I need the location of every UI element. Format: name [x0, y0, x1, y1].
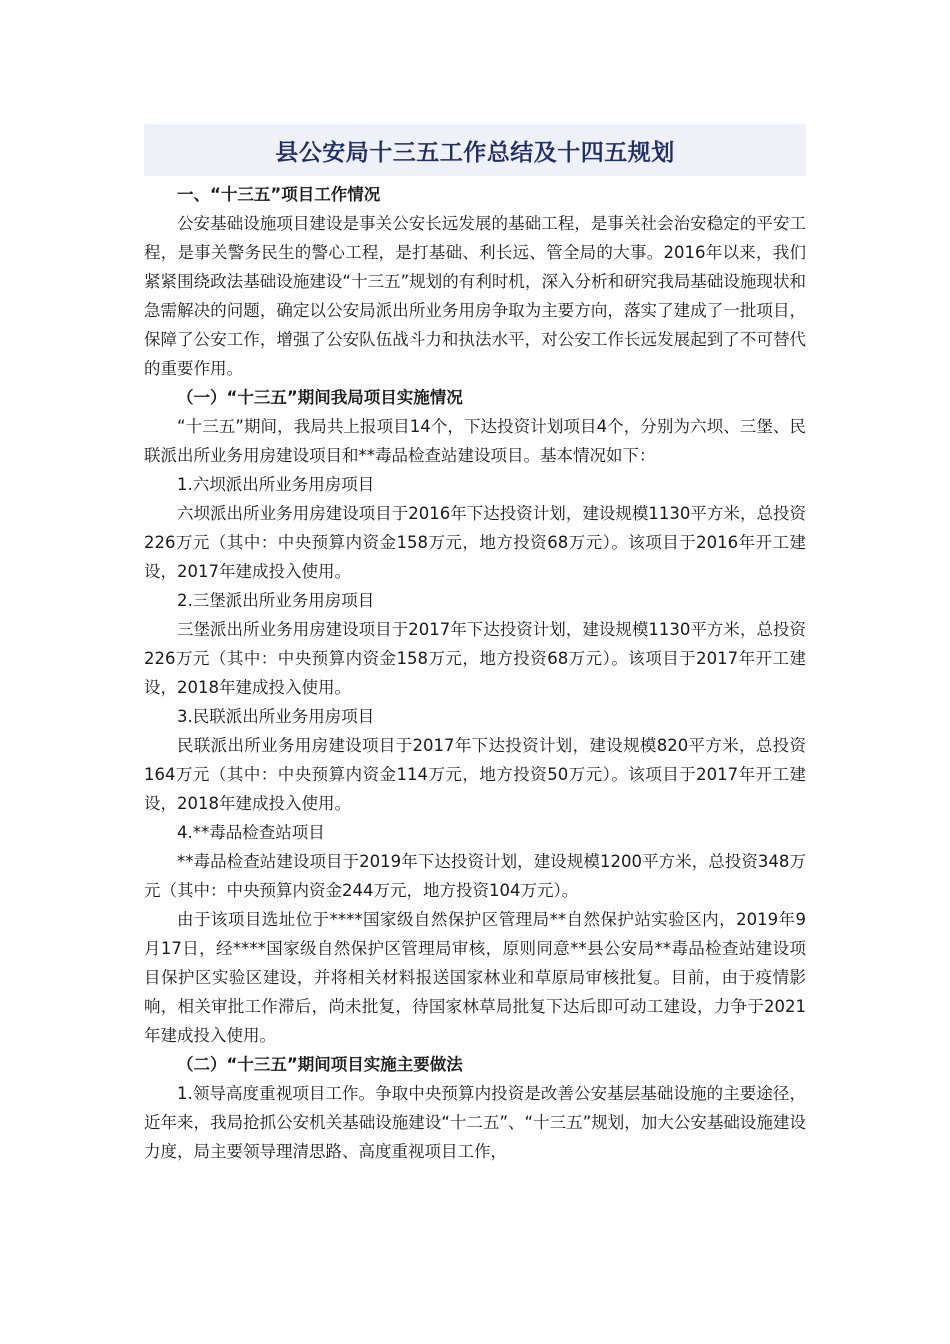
document-body — [144, 180, 806, 1166]
document-page — [144, 124, 806, 1166]
item-heading: 4.**毒品检查站项目 — [177, 823, 325, 842]
paragraph: 公安基础设施项目建设是事关公安长远发展的基础工程，是事关社会治安稳定的平安工程，是事关警务民生的警心工程，是打基础、利长远、管全局的大事。2016年以来，我们紧紧围绕政法基础设施建设“十三五”规划的有利时机，深入分析和研究我局基础设施现状和急需解决的问题，确定以公安局派出所业务用房争取为主要方向，落实了建成了一批项目，保障了公安工作，增强了公安队伍战斗力和执法水平，对公安工作长远发展起到了不可替代的重要作用。 — [144, 214, 806, 378]
item-heading: 1.六坝派出所业务用房项目 — [177, 475, 375, 494]
item-heading: 3.民联派出所业务用房项目 — [177, 707, 375, 726]
paragraph: 民联派出所业务用房建设项目于2017年下达投资计划，建设规模820平方米，总投资164万元（其中：中央预算内资金114万元，地方投资50万元）。该项目于2017年开工建设，2018年建成投入使用。 — [144, 736, 806, 813]
document-title: 县公安局十三五工作总结及十四五规划 — [275, 139, 675, 166]
subsection-heading: （一）“十三五”期间我局项目实施情况 — [177, 388, 463, 407]
paragraph: “十三五”期间，我局共上报项目14个，下达投资计划项目4个，分别为六坝、三堡、民联派出所业务用房建设项目和**毒品检查站建设项目。基本情况如下： — [144, 417, 806, 465]
title-banner — [144, 124, 806, 176]
paragraph: 1.领导高度重视项目工作。争取中央预算内投资是改善公安基层基础设施的主要途径，近年来，我局抢抓公安机关基础设施建设“十二五”、“十三五”规划，加大公安基础设施建设力度，局主要领导理清思路、高度重视项目工作， — [144, 1084, 806, 1161]
paragraph: **毒品检查站建设项目于2019年下达投资计划，建设规模1200平方米，总投资348万元（其中：中央预算内资金244万元，地方投资104万元）。 — [144, 852, 806, 900]
paragraph: 三堡派出所业务用房建设项目于2017年下达投资计划，建设规模1130平方米，总投资226万元（其中：中央预算内资金158万元，地方投资68万元）。该项目于2017年开工建设，2018年建成投入使用。 — [144, 620, 806, 697]
paragraph: 六坝派出所业务用房建设项目于2016年下达投资计划，建设规模1130平方米，总投资226万元（其中：中央预算内资金158万元，地方投资68万元）。该项目于2016年开工建设，2017年建成投入使用。 — [144, 504, 806, 581]
subsection-heading: （二）“十三五”期间项目实施主要做法 — [177, 1055, 463, 1074]
paragraph: 由于该项目选址位于****国家级自然保护区管理局**自然保护站实验区内，2019年9月17日，经****国家级自然保护区管理局审核，原则同意**县公安局**毒品检查站建设项目保护区实验区建设，并将相关材料报送国家林业和草原局审核批复。目前，由于疫情影响，相关审批工作滞后，尚未批复，待国家林草局批复下达后即可动工建设，力争于2021年建成投入使用。 — [144, 910, 806, 1045]
item-heading: 2.三堡派出所业务用房项目 — [177, 591, 375, 610]
section-heading: 一、“十三五”项目工作情况 — [177, 185, 381, 204]
